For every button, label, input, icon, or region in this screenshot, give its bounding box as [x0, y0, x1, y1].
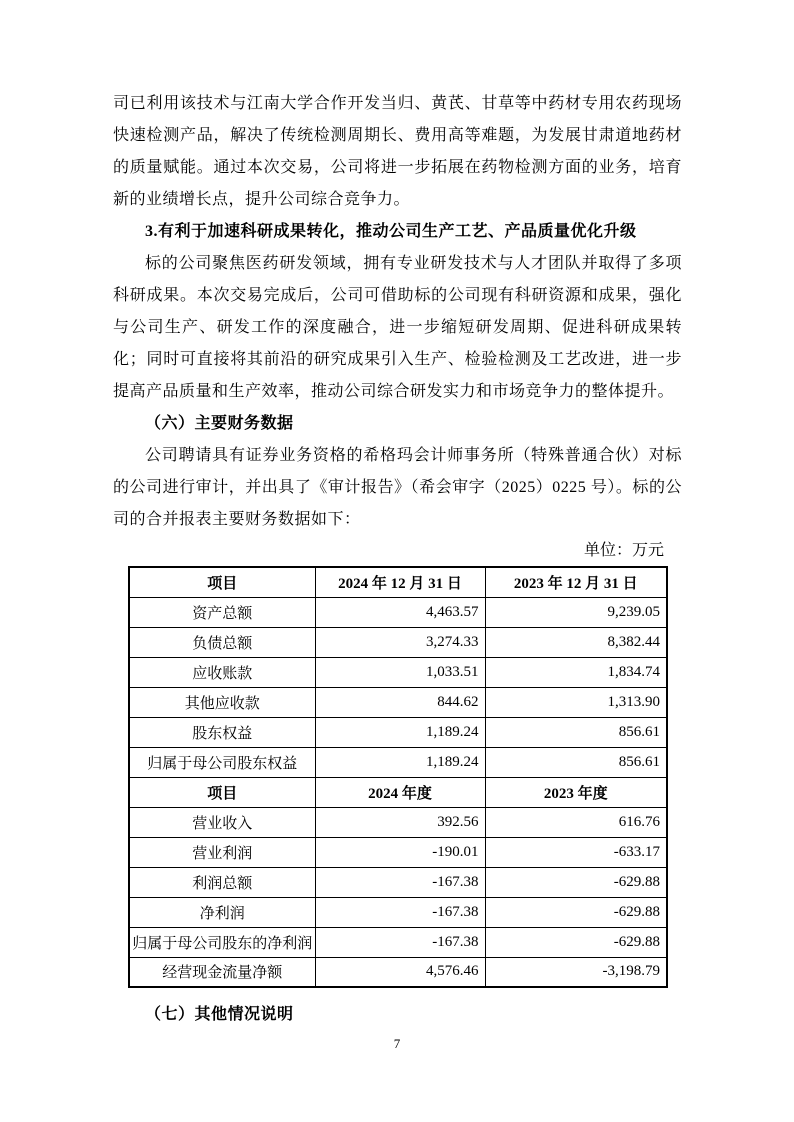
financial-table-body	[129, 567, 667, 987]
row-value: 8,382.44	[485, 627, 667, 657]
row-value: 856.61	[485, 747, 667, 777]
row-value: 9,239.05	[485, 597, 667, 627]
row-label: 资产总额	[129, 597, 315, 627]
row-value: -167.38	[315, 927, 485, 957]
row-value: -167.38	[315, 867, 485, 897]
table-row	[129, 927, 667, 957]
row-value: 1,033.51	[315, 657, 485, 687]
table-row	[129, 717, 667, 747]
row-value: -629.88	[485, 897, 667, 927]
row-value: 844.62	[315, 687, 485, 717]
row-label: 股东权益	[129, 717, 315, 747]
table-row	[129, 627, 667, 657]
section-heading-6: （六）主要财务数据	[145, 415, 294, 432]
header-cell: 2023 年度	[485, 777, 667, 807]
row-label: 归属于母公司股东的净利润	[129, 927, 315, 957]
row-label: 营业利润	[129, 837, 315, 867]
table-header-row	[129, 567, 667, 597]
row-value: 1,313.90	[485, 687, 667, 717]
table-header-row	[129, 777, 667, 807]
table-row	[129, 687, 667, 717]
row-value: -629.88	[485, 927, 667, 957]
row-label: 净利润	[129, 897, 315, 927]
row-label: 经营现金流量净额	[129, 957, 315, 987]
header-cell: 2024 年 12 月 31 日	[315, 567, 485, 597]
row-value: -167.38	[315, 897, 485, 927]
table-row	[129, 597, 667, 627]
header-cell: 2023 年 12 月 31 日	[485, 567, 667, 597]
header-cell: 项目	[129, 777, 315, 807]
row-label: 应收账款	[129, 657, 315, 687]
row-value: 1,189.24	[315, 747, 485, 777]
table-row	[129, 657, 667, 687]
row-value: 392.56	[315, 807, 485, 837]
row-value: -633.17	[485, 837, 667, 867]
row-value: 4,576.46	[315, 957, 485, 987]
paragraph-audit: 公司聘请具有证券业务资格的希格玛会计师事务所（特殊普通合伙）对标的公司进行审计，并出具了《审计报告》（希会审字（2025）0225 号）。标的公司的合并报表主要财务数据如下：	[113, 447, 682, 528]
paragraph-continuation: 司已利用该技术与江南大学合作开发当归、黄芪、甘草等中药材专用农药现场快速检测产品，解决了传统检测周期长、费用高等难题，为发展甘肃道地药材的质量赋能。通过本次交易，公司将进一步拓展在药物检测方面的业务，培育新的业绩增长点，提升公司综合竞争力。	[113, 95, 682, 208]
row-label: 其他应收款	[129, 687, 315, 717]
row-value: 4,463.57	[315, 597, 485, 627]
section-heading-3: 3.有利于加速科研成果转化，推动公司生产工艺、产品质量优化升级	[145, 223, 637, 240]
paragraph-research: 标的公司聚焦医药研发领域，拥有专业研发技术与人才团队并取得了多项科研成果。本次交易完成后，公司可借助标的公司现有科研资源和成果，强化与公司生产、研发工作的深度融合，进一步缩短研发周期、促进科研成果转化；同时可直接将其前沿的研究成果引入生产、检验检测及工艺改进，进一步提高产品质量和生产效率，推动公司综合研发实力和市场竞争力的整体提升。	[113, 255, 682, 400]
row-value: 3,274.33	[315, 627, 485, 657]
header-cell: 2024 年度	[315, 777, 485, 807]
row-label: 营业收入	[129, 807, 315, 837]
financial-table	[128, 566, 668, 988]
table-row	[129, 807, 667, 837]
header-cell: 项目	[129, 567, 315, 597]
table-row	[129, 957, 667, 987]
section-heading-7: （七）其他情况说明	[145, 1006, 294, 1023]
row-value: -629.88	[485, 867, 667, 897]
table-row	[129, 837, 667, 867]
unit-label: 单位：万元	[583, 542, 664, 559]
row-value: 856.61	[485, 717, 667, 747]
table-row	[129, 897, 667, 927]
table-row	[129, 867, 667, 897]
page-number: 7	[393, 1036, 401, 1051]
row-value: 616.76	[485, 807, 667, 837]
row-value: 1,189.24	[315, 717, 485, 747]
row-label: 利润总额	[129, 867, 315, 897]
row-value: -3,198.79	[485, 957, 667, 987]
table-row	[129, 747, 667, 777]
row-value: -190.01	[315, 837, 485, 867]
row-value: 1,834.74	[485, 657, 667, 687]
row-label: 负债总额	[129, 627, 315, 657]
row-label: 归属于母公司股东权益	[129, 747, 315, 777]
